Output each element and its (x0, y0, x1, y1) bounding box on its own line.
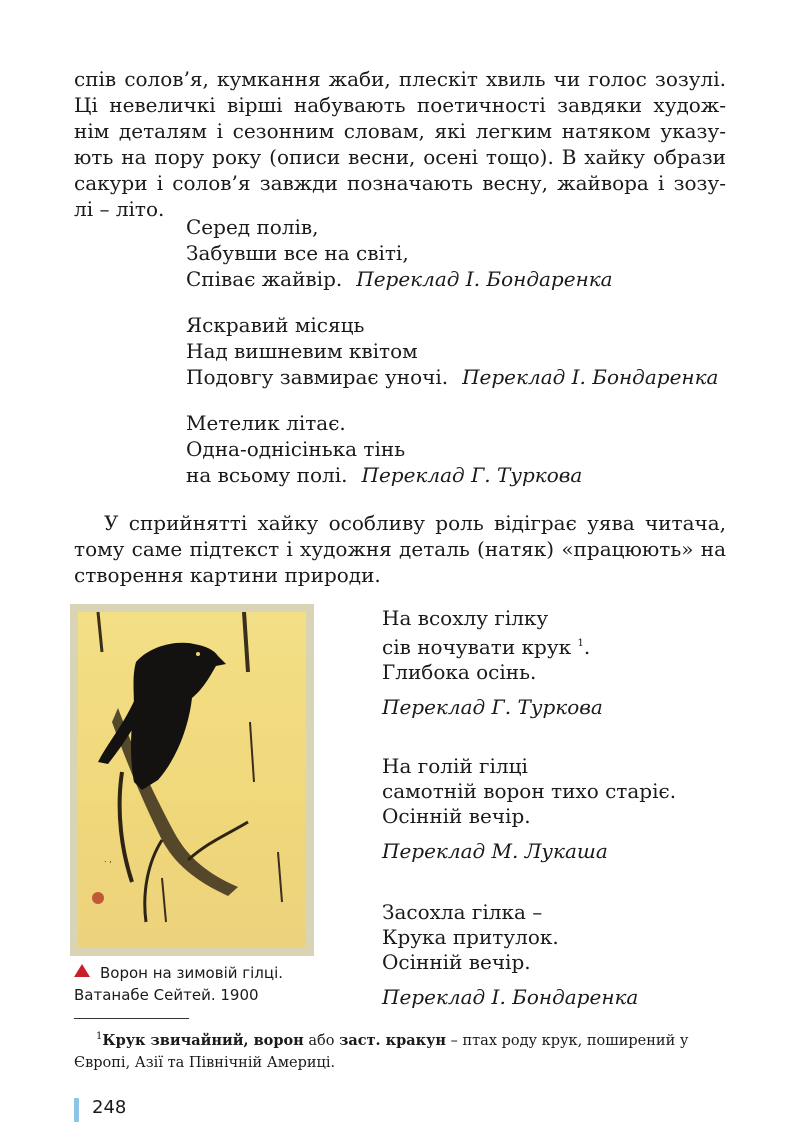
footnote (74, 1026, 726, 1074)
poem-2 (186, 312, 718, 390)
poem-line: на всьому полі. (186, 463, 348, 487)
paragraph-line: створення картини природи. (74, 563, 381, 587)
raven-painting (70, 604, 314, 956)
haiku-translation: Переклад М. Лукаша (382, 839, 608, 863)
haiku-line: Засохла гілка – (382, 900, 543, 924)
haiku-line: Осінній вечір. (382, 804, 531, 828)
intro-line: нім деталям і сезонним словам, які легким натяком указу- (74, 119, 726, 143)
intro-line: лі – літо. (74, 197, 165, 221)
svg-text:. ,: . , (104, 855, 112, 864)
haiku-line: На голій гілці (382, 754, 528, 778)
haiku-translation: Переклад Г. Туркова (382, 695, 603, 719)
haiku-line: Осінній вечір. (382, 950, 531, 974)
poem-3 (186, 410, 582, 488)
footnote-term: Крук звичайний, ворон (102, 1032, 304, 1049)
haiku-1: На всохлу гілку сів ночувати крук $^1$. Глибока осінь. Переклад Г. Туркова (382, 606, 603, 719)
poem-1 (186, 214, 613, 292)
footnote-mark: 1 (96, 1031, 103, 1042)
haiku-translation: Переклад І. Бондаренка (382, 985, 639, 1009)
poem-translation: Переклад І. Бондаренка (356, 267, 613, 291)
page-number: 248 (92, 1097, 127, 1118)
page-number-bar (74, 1098, 79, 1122)
haiku-line: Крука притулок. (382, 925, 559, 949)
poem-line: Метелик літає. (186, 411, 346, 435)
haiku-line: сів ночувати крук (382, 635, 572, 659)
intro-line: Ці невеличкі вірші набувають поетичності завдяки худож- (74, 93, 726, 117)
poem-line: Серед полів, (186, 215, 319, 239)
caption-title: Ворон на зимовій гілці. (100, 964, 284, 982)
footnote-text: – птах роду крук, поширений у (450, 1033, 689, 1049)
figure-caption (74, 962, 364, 1006)
footnote-archaic: заст. кракун (339, 1032, 447, 1049)
haiku-3 (382, 900, 638, 1010)
intro-line: сакури і солов’я завжди позначають весну, жайвора і зозу- (74, 171, 726, 195)
intro-paragraph (74, 66, 726, 222)
caption-author: Ватанабе Сейтей. 1900 (74, 986, 259, 1004)
poem-line: Подовгу завмирає уночі. (186, 365, 449, 389)
poem-line: Над вишневим квітом (186, 339, 418, 363)
haiku-line: Глибока осінь. (382, 660, 537, 684)
poem-translation: Переклад Г. Туркова (361, 463, 583, 487)
poem-line: Забувши все на світі, (186, 241, 409, 265)
poem-translation: Переклад І. Бондаренка (462, 365, 719, 389)
paragraph-line: У сприйнятті хайку особливу роль відіграє уява читача, (104, 511, 726, 535)
footnote-ref[interactable]: 1 (577, 638, 584, 649)
haiku-line: самотній ворон тихо старіє. (382, 779, 677, 803)
haiku-2 (382, 754, 676, 864)
raven-painting-image (78, 612, 306, 948)
footnote-text: Європі, Азії та Північній Америці. (74, 1055, 336, 1071)
haiku-line: На всохлу гілку (382, 606, 549, 630)
footnote-divider (74, 1018, 189, 1019)
footnote-connector: або (308, 1033, 335, 1049)
triangle-marker-icon (74, 964, 90, 977)
poem-line: Співає жайвір. (186, 267, 343, 291)
body-paragraph (74, 510, 726, 588)
intro-line: ють на пору року (описи весни, осені тощо). В хайку образи (74, 145, 726, 169)
intro-line: спів солов’я, кумкання жаби, плескіт хвиль чи голос зозулі. (74, 67, 726, 91)
poem-line: Яскравий місяць (186, 313, 365, 337)
paragraph-line: тому саме підтекст і художня деталь (натяк) «працюють» на (74, 537, 726, 561)
poem-line: Одна-однісінька тінь (186, 437, 406, 461)
